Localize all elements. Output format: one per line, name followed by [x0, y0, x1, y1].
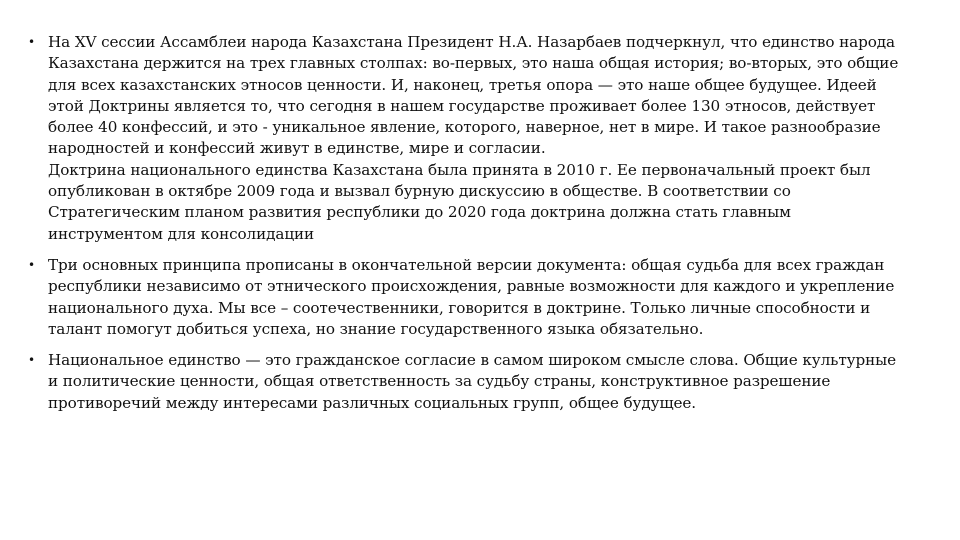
paragraph-three-principles: Три основных принципа прописаны в окончательной версии документа: общая судьба для всех граждан республики независимо от этнического происхождения, равные возможности для каждого и укрепление национального духа. Мы все – соотечественники, говорится в доктрине. Только личные способности и талант помогут добиться успеха, но знание государственного языка обязательно. [48, 255, 895, 338]
bullet-icon: • [28, 35, 35, 49]
paragraph-assembly-session: На XV сессии Ассамблеи народа Казахстана Президент Н.А. Назарбаев подчеркнул, что единство народа Казахстана держится на трех главных столпах: во-первых, это наша общая история; во-вторых, это общие для всех казахстанских этносов ценности. И, наконец, третья опора — это наше общее будущее. Идеей этой Доктрины является то, что сегодня в нашем государстве проживает более 130 этносов, действует более 40 конфессий, и это - уникальное явление, которого, наверное, нет в мире. И такое разнообразие народностей и конфессий живут в единстве, мире и согласии. [48, 33, 899, 158]
bullet-item-three-principles [28, 255, 908, 340]
paragraph-doctrine-adoption: Доктрина национального единства Казахстана была принята в 2010 г. Ее первоначальный проект был опубликован в октябре 2009 года и вызвал бурную дискуссию в обществе. В соответствии со Стратегическим планом развития республики до 2020 года доктрина должна стать главным инструментом для консолидации [48, 160, 871, 243]
bullet-item-national-unity [28, 350, 908, 414]
paragraph-national-unity: Национальное единство — это гражданское согласие в самом широком смысле слова. Общие культурные и политические ценности, общая ответственность за судьбу страны, конструктивное разрешение противоречий между интересами различных социальных групп, общее будущее. [48, 351, 896, 412]
bullet-icon: • [28, 257, 35, 272]
bullet-item-assembly-session [28, 32, 908, 245]
bullet-icon: • [28, 353, 35, 368]
bullet-list [28, 32, 908, 424]
